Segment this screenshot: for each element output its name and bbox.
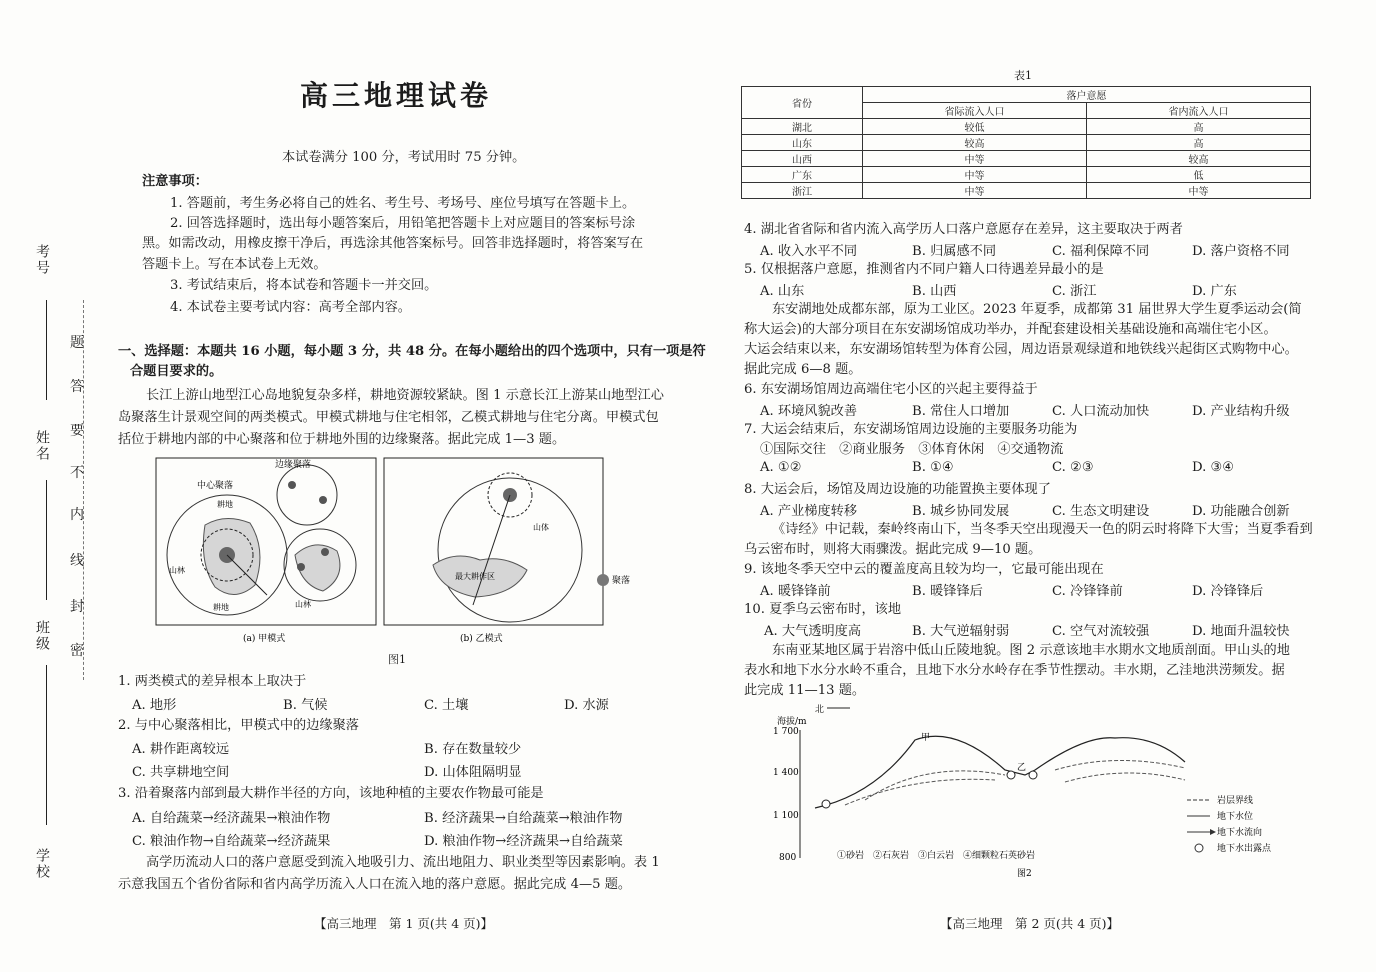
option: D. 冷锋锋后 [1192,584,1264,599]
question-stem: 7. 大运会结束后，东安湖场馆周边设施的主要服务功能为 [744,422,1078,437]
binding-strip [0,0,100,972]
north-label: 北 [815,705,825,715]
option: C. ②③ [1052,460,1094,475]
option: C. 空气对流较强 [1052,624,1150,639]
notes-heading: 注意事项： [142,174,208,189]
y-tick-label: 1 400 [773,768,799,778]
option: B. 归属感不同 [912,244,997,259]
option: C. 福利保障不同 [1052,244,1150,259]
table-1 [741,86,1311,199]
figure-2 [755,700,1325,885]
edge-dot [321,548,329,556]
question-stem: 10. 夏季乌云密布时，该地 [744,602,902,617]
th-group: 落户意愿 [863,87,1311,103]
question-stem: 8. 大运会后，场馆及周边设施的功能置换主要体现了 [744,482,1051,497]
page-title: 高三地理试卷 [300,79,493,112]
option: B. 大气逆辐射弱 [912,624,1010,639]
option: C. 浙江 [1052,284,1097,299]
option: A. 产业梯度转移 [760,504,858,519]
class-line [46,665,47,825]
fig1-caption: 图1 [388,653,406,666]
label-farmland: 耕地 [217,500,233,509]
option: C. 粮油作物→自给蔬菜→经济蔬果 [132,834,331,849]
passage-line: 据此完成 6—8 题。 [744,362,862,377]
label-edge-settlement: 边缘聚落 [275,460,312,470]
passage-line: 东安湖地处成都东部，原为工业区。2023 年夏季，成都第 31 届世界大学生夏季运动会(简 [772,302,1302,317]
legend-arrowhead [1210,829,1216,835]
question-items: ①国际交往 ②商业服务 ③体育休闲 ④交通物流 [760,442,1064,457]
passage-line: 岛聚落生计景观空间的两类模式。甲模式耕地与住宅相邻，乙模式耕地与住宅分离。甲模式包 [118,410,659,425]
seal-char: 答 [70,379,84,395]
option: D. 水源 [564,698,609,713]
surface-profile [815,736,1185,808]
panel-b-frame [384,458,603,625]
outflow-point [1029,771,1037,779]
legend-text: 地下水位 [1217,812,1254,822]
label-farmland-b: 耕地 [213,603,229,612]
table-row: 浙江 中等 中等 [742,183,1311,199]
passage-line: 大运会结束以来，东安湖场馆转型为体育公园，周边语景观绿道和地铁线兴起街区式购物中心。 [744,342,1298,357]
school-label: 学校 [34,848,50,880]
th-intra: 省内流入人口 [1087,103,1311,119]
layer-boundary [865,771,1005,800]
label-yi: 乙 [1017,763,1027,773]
option: A. 自给蔬菜→经济蔬果→粮油作物 [132,811,331,826]
legend-text: 岩层界线 [1217,796,1254,806]
seal-char: 封 [70,599,84,615]
exam-number-label: 考号 [34,244,50,276]
legend-text: 地下水出露点 [1217,844,1272,854]
option: B. 常住人口增加 [912,404,1010,419]
layer-boundary [845,779,995,805]
passage-line: 东南亚某地区属于岩溶中低山丘陵地貌。图 2 示意该地丰水期水文地质剖面。甲山头的地 [772,643,1290,658]
option: D. 地面升温较快 [1192,624,1290,639]
legend-outflow-icon [1195,844,1203,852]
option: B. 山西 [912,284,957,299]
note-line: 2. 回答选择题时，选出每小题答案后，用铅笔把答题卡上对应题目的答案标号涂 [170,216,636,231]
option: B. 气候 [283,698,328,713]
passage-line: 高学历流动人口的落户意愿受到流入地吸引力、流出地阻力、职业类型等因素影响。表 1 [146,855,660,870]
section-heading-cont: 合题目要求的。 [130,364,223,379]
option: C. 生态文明建设 [1052,504,1150,519]
layer-boundary [1055,760,1185,770]
passage-line: 示意我国五个省份省际和省内高学历流入人口在流入地的落户意愿。据此完成 4—5 题。 [118,877,632,892]
fig1-label-a: (a) 甲模式 [243,634,286,644]
figure-1 [155,455,635,650]
option: B. ①④ [912,460,954,475]
note-line: 黑。如需改动，用橡皮擦干净后，再选涂其他答案标号。回答非选择题时，将答案写在 [142,236,644,251]
edge-dot [288,481,296,489]
outflow-point [1007,771,1015,779]
th-province: 省份 [742,87,863,119]
exam-number-line [46,300,47,400]
y-tick-label: 1 100 [773,811,799,821]
option: C. 冷锋锋前 [1052,584,1123,599]
option: A. 山东 [760,284,805,299]
option: D. 落户资格不同 [1192,244,1290,259]
option: B. 存在数量较少 [424,742,522,757]
y-tick-label: 1 700 [773,727,799,737]
option: A. 地形 [132,698,177,713]
class-label: 班级 [34,620,50,652]
option: D. 山体阻隔明显 [424,765,522,780]
passage-line: 表水和地下水分水岭不重合，且地下水分水岭存在季节性摆动。丰水期，乙洼地洪涝频发。据 [744,663,1285,678]
table-row: 广东 中等 低 [742,167,1311,183]
seal-char: 密 [70,643,84,659]
name-label: 姓名 [34,430,50,462]
question-stem: 3. 沿着聚落内部到最大耕作半径的方向，该地种植的主要农作物最可能是 [118,786,544,801]
paper-subtitle: 本试卷满分 100 分，考试用时 75 分钟。 [282,150,526,165]
label-jia: 甲 [921,733,931,743]
page-footer-left: 【高三地理 第 1 页(共 4 页)】 [314,916,494,931]
question-stem: 9. 该地冬季天空中云的覆盖度高且较为均一，它最可能出现在 [744,562,1104,577]
page-footer-right: 【高三地理 第 2 页(共 4 页)】 [940,916,1120,931]
option: C. 人口流动加快 [1052,404,1150,419]
th-inter: 省际流入人口 [863,103,1087,119]
fig2-caption: 图2 [1017,869,1032,879]
option: A. 大气透明度高 [764,624,862,639]
name-line [46,480,47,600]
label-mountain: 山体 [533,523,549,532]
table-row: 湖北 较低 高 [742,119,1311,135]
seal-char: 不 [70,465,84,481]
option: A. ①② [760,460,802,475]
option: C. 共享耕地空间 [132,765,230,780]
option: D. 粮油作物→经济蔬果→自给蔬菜 [424,834,623,849]
option: B. 城乡协同发展 [912,504,1010,519]
passage-line: 乌云密布时，则将大雨骤泼。据此完成 9—10 题。 [744,542,1042,557]
outflow-point [822,800,830,808]
option: A. 环境风貌改善 [760,404,858,419]
label-forest-b: 山林 [295,600,311,609]
passage-line: 长江上游山地型江心岛地貌复杂多样，耕地资源较紧缺。图 1 示意长江上游某山地型江心 [146,388,664,403]
note-line: 1. 答题前，考生务必将自己的姓名、考生号、考场号、座位号填写在答题卡上。 [170,196,636,211]
option: A. 耕作距离较远 [132,742,230,757]
label-forest: 山林 [169,566,185,575]
legend-settlement-icon [597,574,609,586]
option: A. 暖锋锋前 [760,584,831,599]
layer-boundary [1065,773,1185,782]
option: D. ③④ [1192,460,1235,475]
option: D. 广东 [1192,284,1237,299]
legend-settlement-label: 聚落 [612,576,631,586]
edge-circle-top [277,465,337,525]
table-row: 山东 较高 高 [742,135,1311,151]
table-title: 表1 [1014,69,1032,82]
passage-line: 此完成 11—13 题。 [744,683,866,698]
ylabel: 海拔/m [777,717,807,727]
seal-line [83,300,84,680]
passage-line: 《诗经》中记载，秦岭终南山下，当冬季天空出现漫天一色的阴云时将降下大雪；当夏季看到 [772,522,1313,537]
option: D. 产业结构升级 [1192,404,1290,419]
question-stem: 5. 仅根据落户意愿，推测省内不同户籍人口待遇差异最小的是 [744,262,1104,277]
question-stem: 1. 两类模式的差异根本上取决于 [118,674,307,689]
option: B. 经济蔬果→自给蔬菜→粮油作物 [424,811,623,826]
option: C. 土壤 [424,698,469,713]
seal-char: 要 [70,423,84,439]
passage-line: 括位于耕地内部的中心聚落和位于耕地外围的边缘聚落。据此完成 1—3 题。 [118,432,566,447]
question-stem: 2. 与中心聚落相比，甲模式中的边缘聚落 [118,718,359,733]
option: A. 收入水平不同 [760,244,858,259]
option: D. 功能融合创新 [1192,504,1290,519]
label-range: 最大耕作区 [455,572,495,581]
note-line: 答题卡上。写在本试卷上无效。 [142,257,327,272]
fig1-label-b: (b) 乙模式 [460,634,503,644]
note-line: 4. 本试卷主要考试内容：高考全部内容。 [170,300,411,315]
edge-dot [319,496,327,504]
question-stem: 4. 湖北省省际和省内流入高学历人口落户意愿存在差异，这主要取决于两者 [744,222,1183,237]
note-line: 3. 考试结束后，将本试卷和答题卡一并交回。 [170,278,438,293]
seal-char: 题 [70,335,84,351]
seal-char: 线 [70,553,84,569]
option: B. 暖锋锋后 [912,584,983,599]
label-center-settlement: 中心聚落 [197,481,234,491]
seal-char: 内 [70,507,84,523]
y-tick-label: 800 [779,853,797,863]
section-heading: 一、选择题：本题共 16 小题，每小题 3 分，共 48 分。在每小题给出的四个选项中，只有一项是符 [118,344,706,359]
rock-legend: ①砂岩 ②石灰岩 ③白云岩 ④细颗粒石英砂岩 [837,851,1036,861]
passage-line: 称大运会)的大部分项目在东安湖场馆成功举办，并配套建设相关基础设施和高端住宅小区。 [744,322,1277,337]
legend-text: 地下水流向 [1217,828,1263,838]
question-stem: 6. 东安湖场馆周边高端住宅小区的兴起主要得益于 [744,382,1038,397]
table-row: 山西 中等 较高 [742,151,1311,167]
edge-dot [297,563,305,571]
